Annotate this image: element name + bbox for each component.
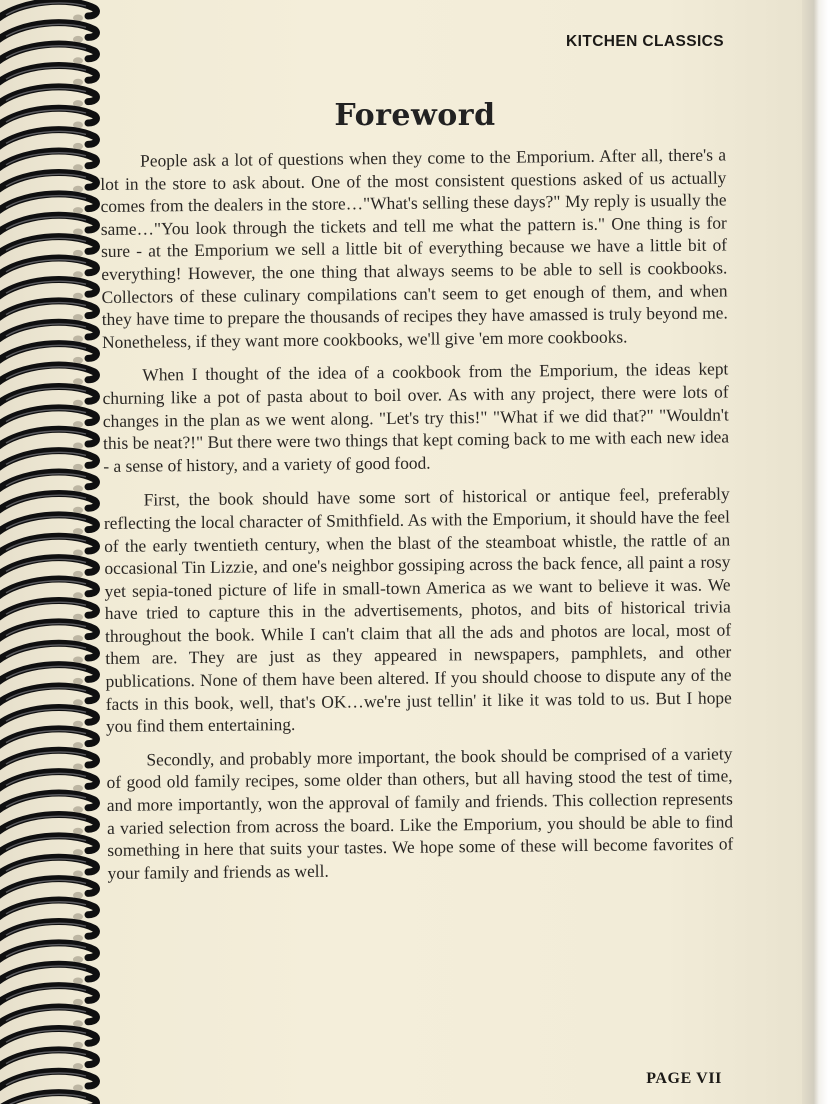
spiral-coil-graphic (0, 0, 100, 1104)
running-header: KITCHEN CLASSICS (566, 33, 724, 50)
paragraph: First, the book should have some sort of historical or antique feel, preferably reflecting the local character of Smithfield. As with the Emporium, it should have the feel of the early twentieth century, when the blast of the steamboat whistle, the rattle of an occasional Tin Lizzie, and one's neighbor gossiping across the back fence, all paint a rosy yet sepia-toned picture of life in small-town America as we want to believe it was. We have tried to capture this in the advertisements, photos, and bits of historical trivia throughout the book. While I can't claim that all the ads and photos are local, most of them are. They are just as they appeared in newspapers, pamphlets, and other publications. None of them have been altered. If you should choose to dispute any of the facts in this book, well, that's OK…we're just tellin' it like it was told to us. But I hope you find them entertaining. (103, 483, 732, 737)
page-edge (802, 0, 828, 1104)
page-title: Foreword (334, 98, 496, 133)
paragraph: When I thought of the idea of a cookbook from the Emporium, the ideas kept churning like a pot of pasta about to boil over. As with any project, there were lots of changes in the plan as we went along. "Let's try this!" "What if we did that?" "Wouldn't this be neat?!" But there were two things that kept coming back to me with each new idea - a sense of history, and a variety of good food. (102, 358, 730, 476)
page-number: PAGE VII (646, 1070, 722, 1087)
paragraph: Secondly, and probably more important, the book should be comprised of a variety of good old family recipes, some older than others, but all having stood the test of time, and more importantly, won the approval of family and friends. This collection represents a varied selection from across the board. Like the Emporium, you should be able to find something in here that suits your tastes. We hope some of these will become favorites of your family and friends as well. (106, 743, 734, 883)
paragraph: People ask a lot of questions when they come to the Emporium. After all, there's a lot in the store to ask about. One of the most consistent questions asked of us actually comes from the dealers in the store…"What's selling these days?" My reply is usually the same…"You look through the tickets and tell me what the pattern is." One thing is for sure - at the Emporium we sell a little bit of everything because we have a little bit of everything! However, the one thing that always seems to be able to sell is cookbooks. Collectors of these culinary compilations can't seem to get enough of them, and when they have time to prepare the thousands of recipes they have amassed is truly beyond me. Nonetheless, if they want more cookbooks, we'll give 'em more cookbooks. (100, 144, 728, 352)
spiral-binding (0, 0, 100, 1104)
foreword-body (100, 143, 734, 895)
